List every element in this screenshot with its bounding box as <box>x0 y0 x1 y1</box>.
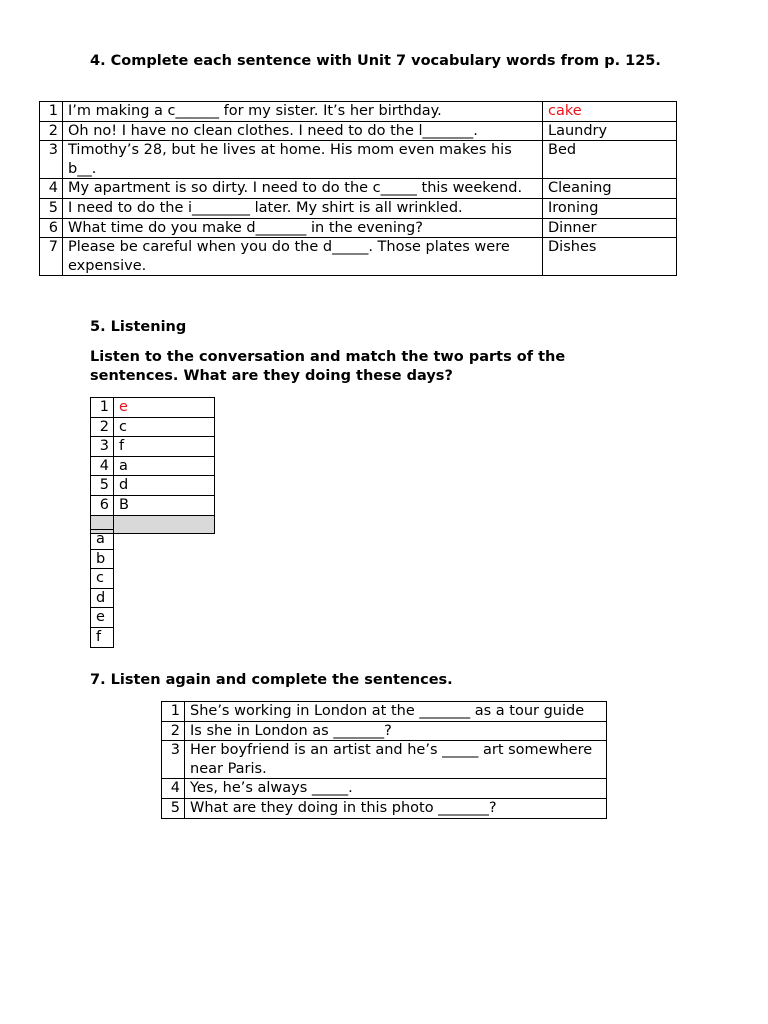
letter-cell: a <box>91 530 114 550</box>
row-number: 4 <box>91 456 114 476</box>
sentence-cell: She’s working in London at the _______ as a tour guide <box>185 702 607 722</box>
row-number: 3 <box>40 141 63 179</box>
row-number: 4 <box>40 179 63 199</box>
sentence-cell: I’m making a c______ for my sister. It’s her birthday. <box>63 102 543 122</box>
table-row <box>91 495 215 515</box>
list-item <box>91 530 114 550</box>
sentence-cell: Her boyfriend is an artist and he’s _____ art somewhere near Paris. <box>185 741 607 779</box>
answer-cell: Ironing <box>543 198 677 218</box>
matching-answers-table <box>90 397 215 534</box>
section-5-instruction: Listen to the conversation and match the two parts of the sentences. What are they doing these days? <box>90 349 566 384</box>
sentence-cell: What are they doing in this photo _______? <box>185 798 607 818</box>
table-row <box>91 456 215 476</box>
section-7-heading: 7. Listen again and complete the sentences. <box>90 672 453 688</box>
answer-cell: Laundry <box>543 121 677 141</box>
answer-cell: Cleaning <box>543 179 677 199</box>
section-5-heading: 5. Listening <box>90 319 187 335</box>
list-item <box>91 549 114 569</box>
letter-cell: b <box>91 549 114 569</box>
letter-cell: f <box>91 627 114 647</box>
table-row <box>40 198 677 218</box>
table-row <box>91 398 215 418</box>
row-number: 7 <box>40 238 63 276</box>
row-number: 5 <box>91 476 114 496</box>
row-number: 5 <box>162 798 185 818</box>
sentence-cell: What time do you make d_______ in the evening? <box>63 218 543 238</box>
matching-letters-table <box>90 529 114 648</box>
sentence-cell: Oh no! I have no clean clothes. I need to do the l_______. <box>63 121 543 141</box>
sentence-cell: Timothy’s 28, but he lives at home. His mom even makes his b__. <box>63 141 543 179</box>
table-row <box>40 179 677 199</box>
table-row <box>40 102 677 122</box>
table-row <box>162 779 607 799</box>
table-row <box>40 121 677 141</box>
answer-cell: Dinner <box>543 218 677 238</box>
row-number: 2 <box>40 121 63 141</box>
list-item <box>91 608 114 628</box>
sentence-cell: Is she in London as _______? <box>185 721 607 741</box>
table-row <box>162 721 607 741</box>
letter-cell: c <box>91 569 114 589</box>
row-number: 1 <box>91 398 114 418</box>
row-number: 1 <box>162 702 185 722</box>
list-item <box>91 627 114 647</box>
table-row <box>91 437 215 457</box>
letter-cell: d <box>91 588 114 608</box>
row-number: 6 <box>91 495 114 515</box>
row-number: 1 <box>40 102 63 122</box>
section-4-heading: 4. Complete each sentence with Unit 7 vocabulary words from p. 125. <box>90 53 661 69</box>
list-item <box>91 569 114 589</box>
match-answer-cell: f <box>114 437 215 457</box>
row-number: 6 <box>40 218 63 238</box>
table-row <box>162 798 607 818</box>
row-number: 3 <box>91 437 114 457</box>
row-number: 5 <box>40 198 63 218</box>
table-row <box>40 141 677 179</box>
row-number: 3 <box>162 741 185 779</box>
row-number: 2 <box>162 721 185 741</box>
sentence-cell: Yes, he’s always _____. <box>185 779 607 799</box>
match-answer-cell: c <box>114 417 215 437</box>
list-item <box>91 588 114 608</box>
row-number: 4 <box>162 779 185 799</box>
sentence-cell: My apartment is so dirty. I need to do the c_____ this weekend. <box>63 179 543 199</box>
table-row <box>91 417 215 437</box>
table-row <box>40 238 677 276</box>
match-answer-cell: a <box>114 456 215 476</box>
letter-cell: e <box>91 608 114 628</box>
sentence-completion-table <box>161 701 607 819</box>
vocabulary-table <box>39 101 677 276</box>
sentence-cell: Please be careful when you do the d_____. Those plates were expensive. <box>63 238 543 276</box>
match-answer-cell: d <box>114 476 215 496</box>
answer-cell: cake <box>543 102 677 122</box>
table-row <box>162 702 607 722</box>
row-number: 2 <box>91 417 114 437</box>
answer-cell: Dishes <box>543 238 677 276</box>
answer-cell: Bed <box>543 141 677 179</box>
table-row <box>40 218 677 238</box>
table-row <box>162 741 607 779</box>
match-answer-cell: e <box>114 398 215 418</box>
sentence-cell: I need to do the i________ later. My shirt is all wrinkled. <box>63 198 543 218</box>
table-row <box>91 476 215 496</box>
shaded-cell <box>114 515 215 533</box>
match-answer-cell: B <box>114 495 215 515</box>
